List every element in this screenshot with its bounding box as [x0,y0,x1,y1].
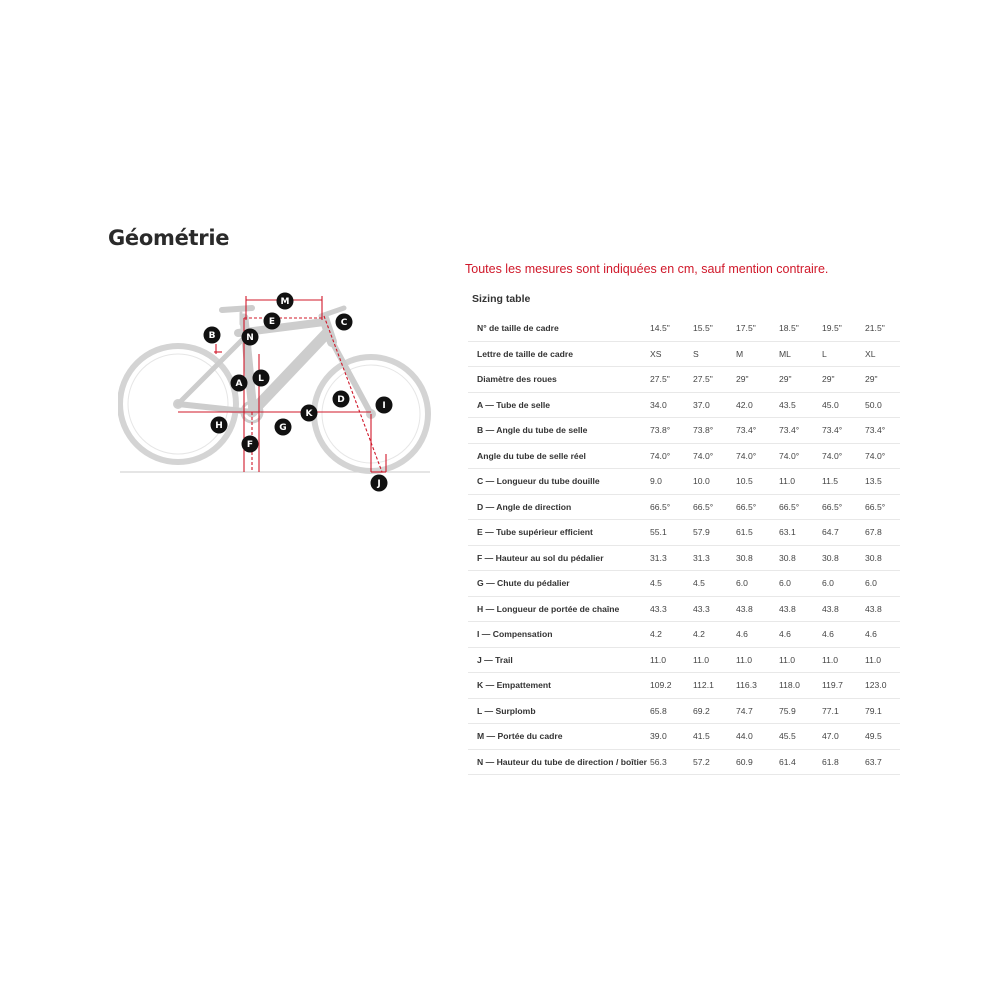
size-value: 27.5" [650,367,693,393]
size-value: 6.0 [736,571,779,597]
size-value: 11.0 [779,469,822,495]
size-value: 118.0 [779,673,822,699]
size-value: 74.0° [779,443,822,469]
size-value: 43.8 [822,596,865,622]
marker-m [277,293,294,310]
size-value: 4.5 [650,571,693,597]
size-value: 30.8 [779,545,822,571]
size-value: 6.0 [822,571,865,597]
svg-text:A: A [235,379,243,389]
size-value: 44.0 [736,724,779,750]
table-row [468,673,900,699]
size-value: 6.0 [865,571,900,597]
size-value: 6.0 [779,571,822,597]
size-value: 11.5 [822,469,865,495]
svg-text:L: L [258,374,264,384]
size-value: L [822,341,865,367]
size-value: 31.3 [693,545,736,571]
table-row [468,494,900,520]
size-value: 73.4° [822,418,865,444]
size-value: 30.8 [736,545,779,571]
svg-text:N: N [246,333,254,343]
size-value: 31.3 [650,545,693,571]
size-value: 14.5" [650,316,693,341]
table-row [468,392,900,418]
measurement-notice: Toutes les mesures sont indiquées en cm, sauf mention contraire. [465,262,829,276]
size-value: XL [865,341,900,367]
size-value: 74.0° [865,443,900,469]
marker-c [336,314,353,331]
size-value: 116.3 [736,673,779,699]
size-value: 74.0° [693,443,736,469]
row-label: G — Chute du pédalier [468,571,650,597]
size-value: S [693,341,736,367]
size-value: 27.5" [693,367,736,393]
row-label: Angle du tube de selle réel [468,443,650,469]
size-value: 13.5 [865,469,900,495]
sizing-table [468,316,900,775]
size-value: 4.2 [650,622,693,648]
size-value: 11.0 [779,647,822,673]
row-label: Diamètre des roues [468,367,650,393]
marker-j [371,475,388,492]
size-value: 109.2 [650,673,693,699]
table-row [468,724,900,750]
row-label: M — Portée du cadre [468,724,650,750]
marker-k [301,405,318,422]
row-label: N — Hauteur du tube de direction / boîtier [468,749,650,775]
size-value: 67.8 [865,520,900,546]
size-value: 10.5 [736,469,779,495]
table-caption: Sizing table [472,293,531,305]
size-value: 11.0 [650,647,693,673]
size-value: 50.0 [865,392,900,418]
size-value: 74.0° [736,443,779,469]
size-value: 43.3 [650,596,693,622]
size-value: 11.0 [822,647,865,673]
marker-n [242,329,259,346]
row-label: K — Empattement [468,673,650,699]
marker-b [204,327,221,344]
bike-geometry-diagram [118,288,434,494]
size-value: 34.0 [650,392,693,418]
size-value: 42.0 [736,392,779,418]
size-value: 66.5° [650,494,693,520]
svg-text:B: B [208,331,216,341]
size-value: 73.4° [736,418,779,444]
size-value: 55.1 [650,520,693,546]
marker-f [242,436,259,453]
size-value: 61.5 [736,520,779,546]
row-label: N° de taille de cadre [468,316,650,341]
table-row [468,316,900,341]
size-value: 66.5° [865,494,900,520]
size-value: 74.7 [736,698,779,724]
table-row [468,469,900,495]
size-value: 77.1 [822,698,865,724]
size-value: 43.3 [693,596,736,622]
svg-text:J: J [377,479,381,489]
size-value: 9.0 [650,469,693,495]
row-label: F — Hauteur au sol du pédalier [468,545,650,571]
svg-text:E: E [268,317,276,327]
size-value: 57.9 [693,520,736,546]
row-label: L — Surplomb [468,698,650,724]
size-value: 73.8° [693,418,736,444]
row-label: A — Tube de selle [468,392,650,418]
size-value: ML [779,341,822,367]
table-row [468,749,900,775]
size-value: 79.1 [865,698,900,724]
size-value: 56.3 [650,749,693,775]
table-row [468,367,900,393]
marker-a [231,375,248,392]
size-value: 4.2 [693,622,736,648]
size-value: 73.8° [650,418,693,444]
table-row [468,622,900,648]
size-value: 60.9 [736,749,779,775]
size-value: 47.0 [822,724,865,750]
table-row [468,520,900,546]
size-value: M [736,341,779,367]
row-label: B — Angle du tube de selle [468,418,650,444]
size-value: 11.0 [736,647,779,673]
marker-e [264,313,281,330]
size-value: 4.6 [779,622,822,648]
row-label: E — Tube supérieur efficient [468,520,650,546]
size-value: 63.7 [865,749,900,775]
size-value: 11.0 [865,647,900,673]
size-value: 43.8 [865,596,900,622]
table-row [468,545,900,571]
svg-text:G: G [279,423,287,433]
size-value: 61.8 [822,749,865,775]
size-value: 63.1 [779,520,822,546]
size-value: XS [650,341,693,367]
size-value: 45.0 [822,392,865,418]
size-value: 64.7 [822,520,865,546]
size-value: 18.5" [779,316,822,341]
size-value: 61.4 [779,749,822,775]
size-value: 65.8 [650,698,693,724]
size-value: 29" [865,367,900,393]
size-value: 29" [736,367,779,393]
size-value: 15.5" [693,316,736,341]
size-value: 29" [822,367,865,393]
table-row [468,698,900,724]
size-value: 73.4° [865,418,900,444]
svg-text:I: I [382,401,386,411]
svg-text:H: H [215,421,223,431]
size-value: 74.0° [822,443,865,469]
size-value: 75.9 [779,698,822,724]
size-value: 74.0° [650,443,693,469]
size-value: 43.8 [736,596,779,622]
table-row [468,341,900,367]
size-value: 39.0 [650,724,693,750]
marker-i [376,397,393,414]
svg-text:C: C [340,318,348,328]
size-value: 66.5° [822,494,865,520]
marker-l [253,370,270,387]
size-value: 30.8 [822,545,865,571]
row-label: D — Angle de direction [468,494,650,520]
size-value: 66.5° [779,494,822,520]
row-label: Lettre de taille de cadre [468,341,650,367]
table-row [468,596,900,622]
size-value: 69.2 [693,698,736,724]
size-value: 66.5° [693,494,736,520]
size-value: 43.5 [779,392,822,418]
svg-text:M: M [280,297,290,307]
size-value: 112.1 [693,673,736,699]
size-value: 4.5 [693,571,736,597]
row-label: C — Longueur du tube douille [468,469,650,495]
marker-h [211,417,228,434]
table-row [468,647,900,673]
size-value: 19.5" [822,316,865,341]
size-value: 73.4° [779,418,822,444]
svg-text:F: F [246,440,254,450]
row-label: H — Longueur de portée de chaîne [468,596,650,622]
size-value: 4.6 [736,622,779,648]
size-value: 37.0 [693,392,736,418]
size-value: 43.8 [779,596,822,622]
size-value: 29" [779,367,822,393]
table-row [468,418,900,444]
size-value: 30.8 [865,545,900,571]
table-row [468,443,900,469]
size-value: 4.6 [865,622,900,648]
row-label: J — Trail [468,647,650,673]
size-value: 4.6 [822,622,865,648]
size-value: 17.5" [736,316,779,341]
svg-text:K: K [305,409,313,419]
size-value: 11.0 [693,647,736,673]
size-value: 49.5 [865,724,900,750]
size-value: 45.5 [779,724,822,750]
size-value: 21.5" [865,316,900,341]
size-value: 57.2 [693,749,736,775]
marker-g [275,419,292,436]
table-row [468,571,900,597]
page-title: Géométrie [108,226,230,250]
row-label: I — Compensation [468,622,650,648]
marker-d [333,391,350,408]
size-value: 41.5 [693,724,736,750]
size-value: 123.0 [865,673,900,699]
svg-text:D: D [337,395,345,405]
size-value: 10.0 [693,469,736,495]
size-value: 66.5° [736,494,779,520]
size-value: 119.7 [822,673,865,699]
